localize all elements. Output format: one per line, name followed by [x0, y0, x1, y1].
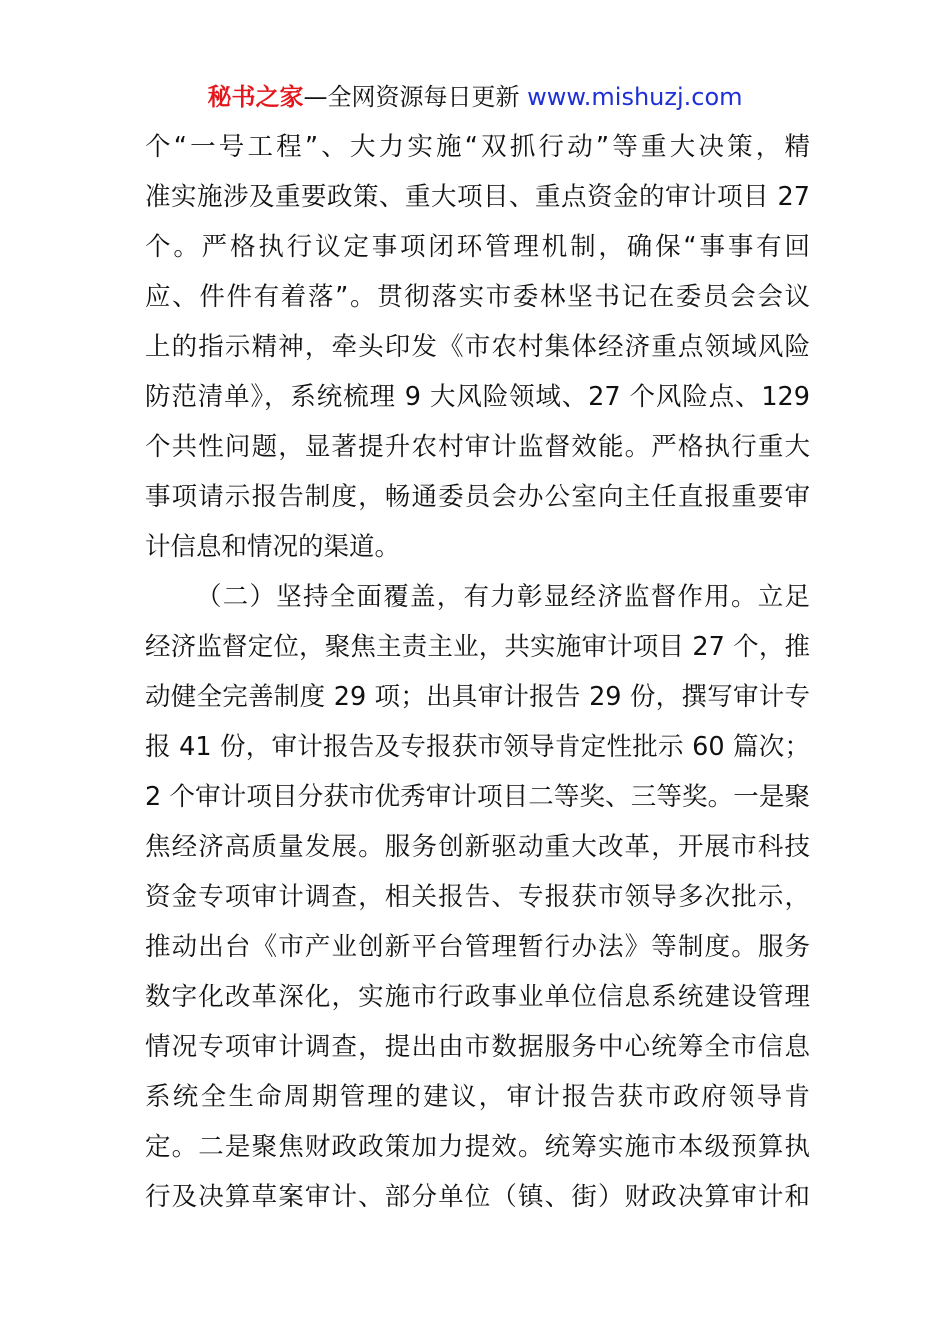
- text-line: 行及决算草案审计、部分单位（镇、街）财政决算审计和: [145, 1182, 810, 1212]
- text-line: 上的指示精神，牵头印发《市农村集体经济重点领域风险: [145, 332, 810, 362]
- text-line: 应、件件有着落”。贯彻落实市委林坚书记在委员会会议: [145, 282, 810, 312]
- text-line: 推动出台《市产业创新平台管理暂行办法》等制度。服务: [145, 932, 810, 962]
- text-line: 焦经济高质量发展。服务创新驱动重大改革，开展市科技: [145, 832, 810, 862]
- text-line: 事项请示报告制度，畅通委员会办公室向主任直报重要审: [145, 482, 810, 512]
- site-url[interactable]: www.mishuzj.com: [527, 83, 743, 111]
- text-line: 动健全完善制度 29 项；出具审计报告 29 份，撰写审计专: [145, 682, 810, 712]
- text-line: 报 41 份，审计报告及专报获市领导肯定性批示 60 篇次；: [145, 732, 810, 762]
- text-line: 2 个审计项目分获市优秀审计项目二等奖、三等奖。一是聚: [145, 782, 810, 812]
- site-header: [0, 80, 950, 114]
- text-line: 个“一号工程”、大力实施“双抓行动”等重大决策，精: [145, 132, 810, 162]
- text-line: 防范清单》，系统梳理 9 大风险领域、27 个风险点、129: [145, 382, 810, 412]
- text-line: 个。严格执行议定事项闭环管理机制，确保“事事有回: [145, 232, 810, 262]
- text-line: 定。二是聚焦财政政策加力提效。统筹实施市本级预算执: [145, 1132, 810, 1162]
- text-line: 资金专项审计调查，相关报告、专报获市领导多次批示，: [145, 882, 810, 912]
- text-line: 情况专项审计调查，提出由市数据服务中心统筹全市信息: [145, 1032, 810, 1062]
- text-line: 个共性问题，显著提升农村审计监督效能。严格执行重大: [145, 432, 810, 462]
- paragraph-heading-line: （二）坚持全面覆盖，有力彰显经济监督作用。立足: [196, 582, 810, 612]
- text-line: 系统全生命周期管理的建议，审计报告获市政府领导肯: [145, 1082, 810, 1112]
- site-tagline: —全网资源每日更新: [303, 83, 528, 111]
- text-line: 计信息和情况的渠道。: [145, 532, 401, 562]
- text-line: 数字化改革深化，实施市行政事业单位信息系统建设管理: [145, 982, 810, 1012]
- document-body: [145, 127, 810, 1227]
- text-line: 准实施涉及重要政策、重大项目、重点资金的审计项目 27: [145, 182, 810, 212]
- site-brand: 秘书之家: [207, 83, 304, 111]
- text-line: 经济监督定位，聚焦主责主业，共实施审计项目 27 个，推: [145, 632, 810, 662]
